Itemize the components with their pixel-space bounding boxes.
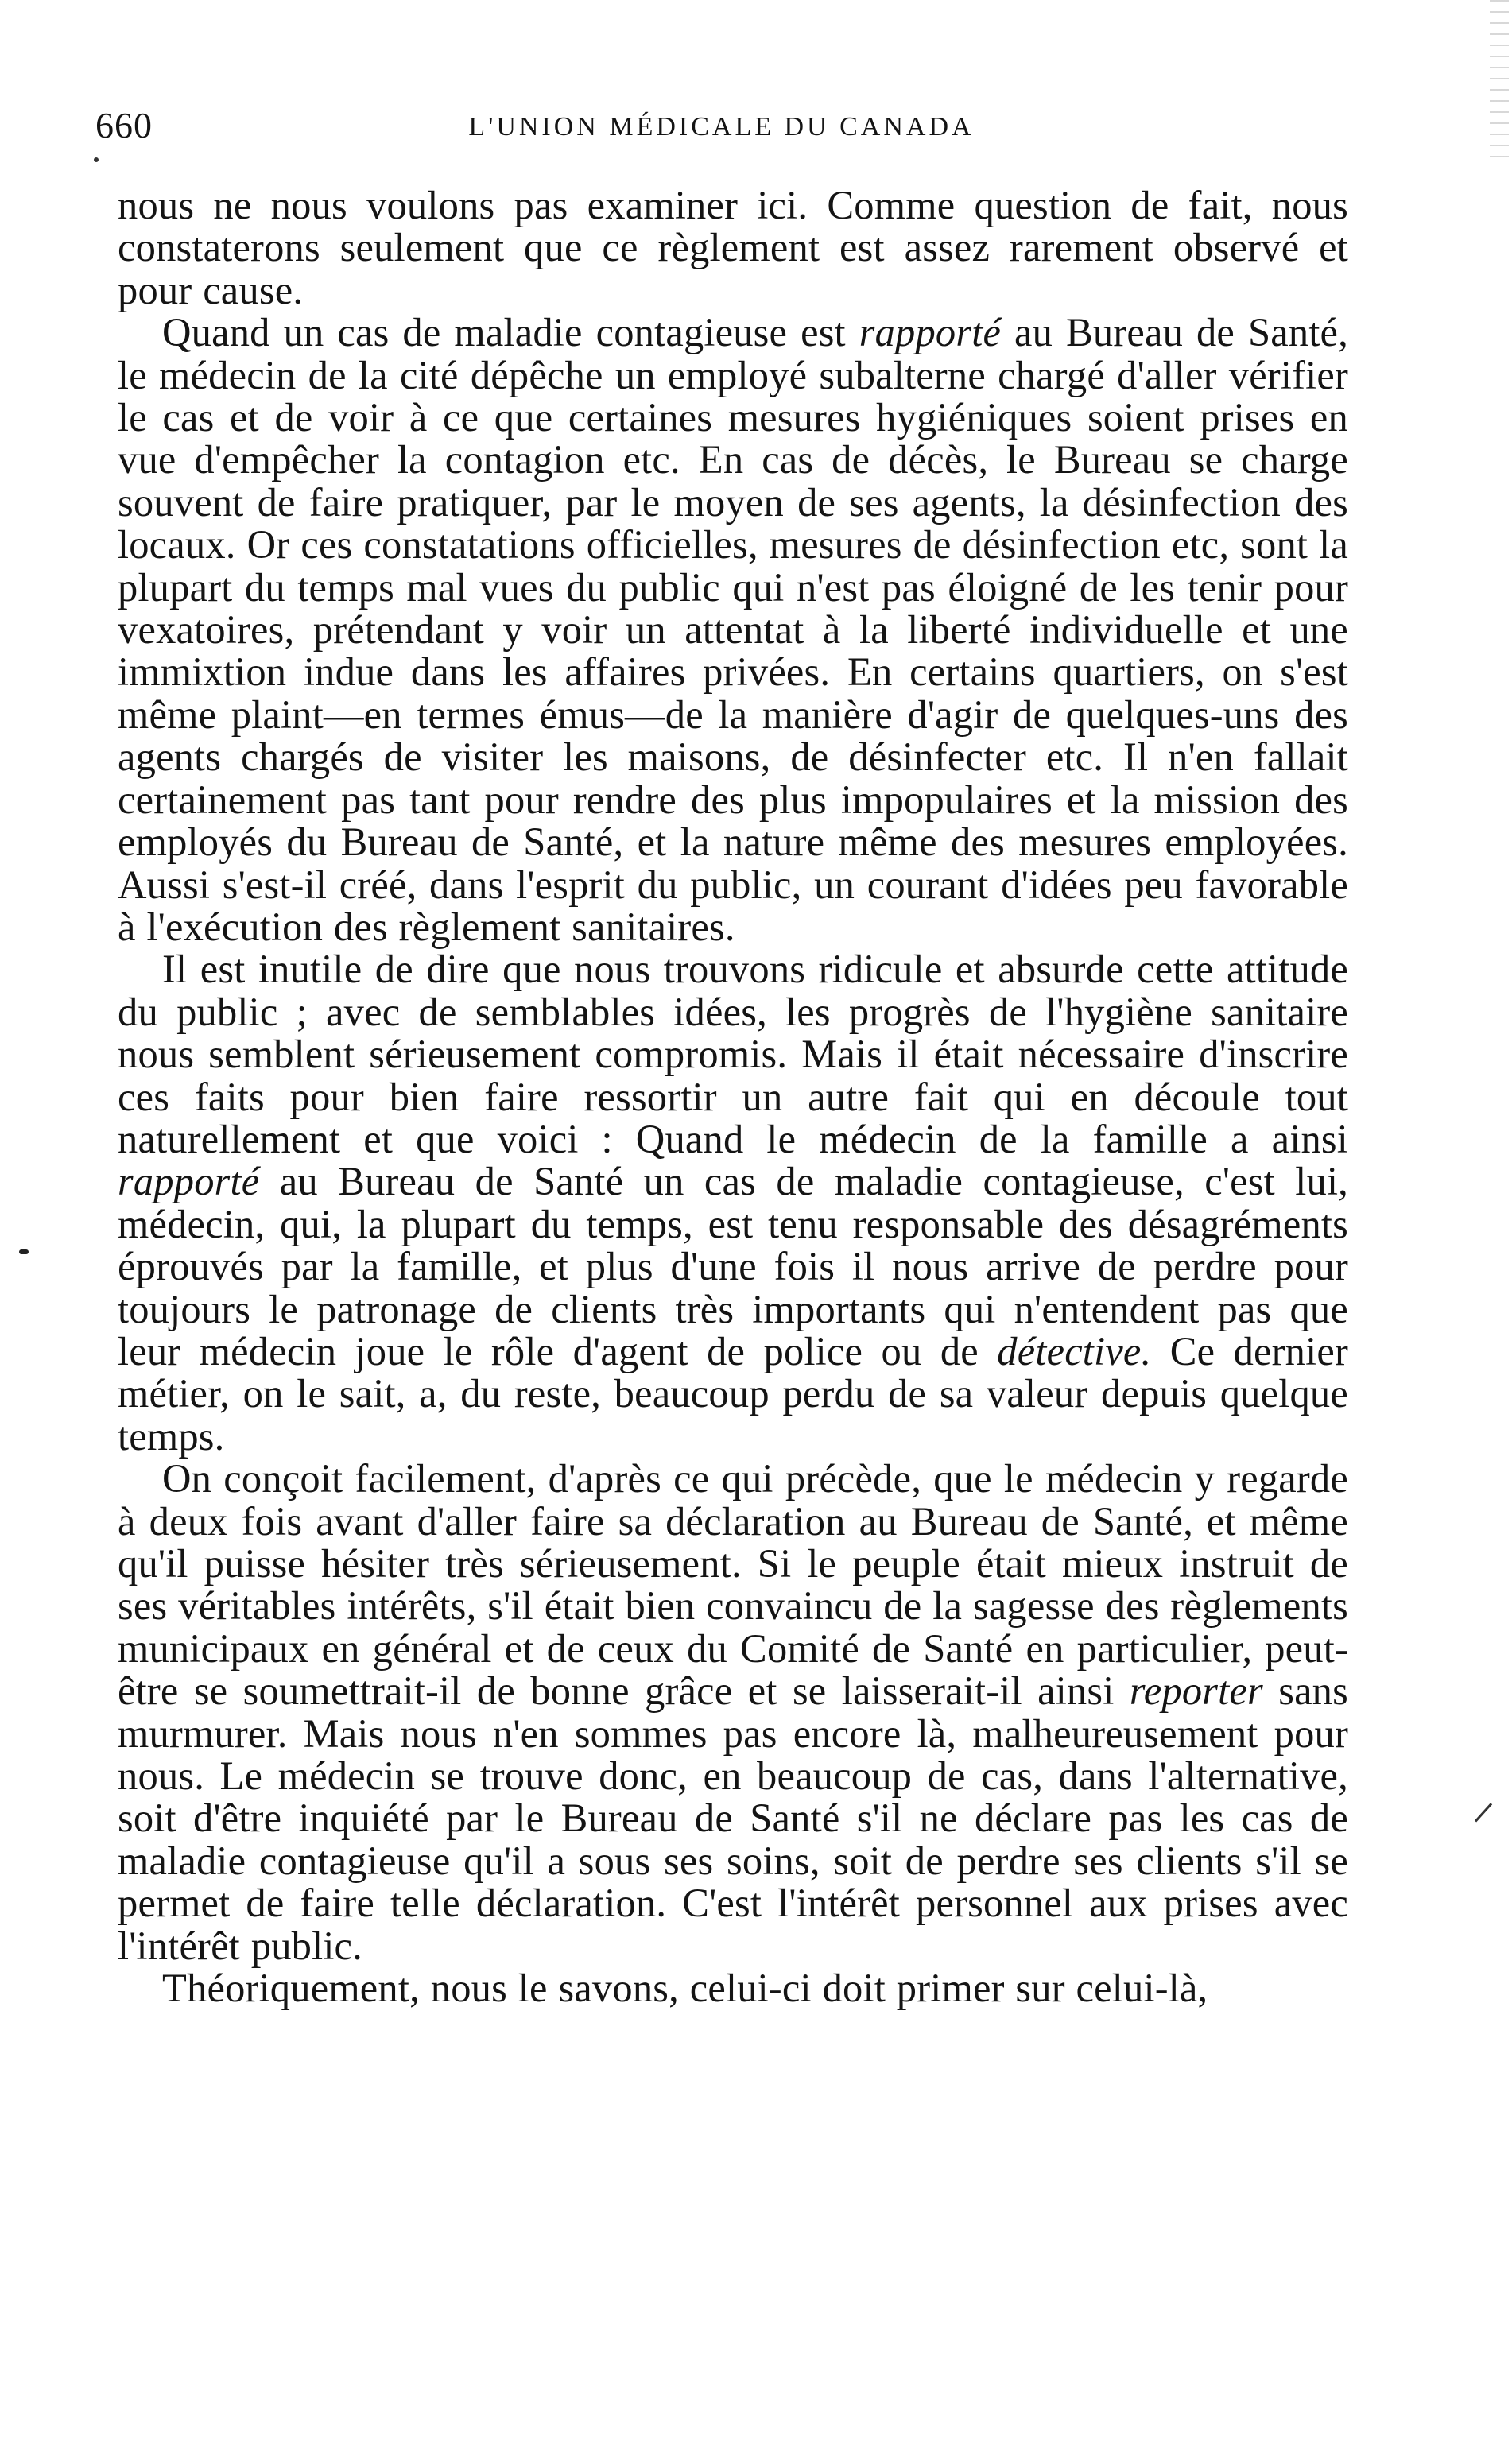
italic-detective: détective. (997, 1328, 1152, 1373)
margin-mark-stroke (1475, 1803, 1492, 1822)
paragraph-5-text: Théoriquement, nous le savons, celui-ci doit primer sur celui-là, (162, 1966, 1208, 2011)
paragraph-2-text-a: Quand un cas de maladie contagieuse est (162, 310, 859, 355)
body-text (118, 184, 1348, 2009)
paragraph-4-text-b: sans murmurer. Mais nous n'en sommes pas encore là, malheureusement pour nous. Le médecin se trouve donc, en beaucoup de cas, dans l'alternative, soit d'être inquiété par le Bureau de Santé s'il ne déclare pas les cas de maladie contagieuse qu'il a sous ses soins, soit de perdre ses clients s'il se permet de faire telle déclaration. C'est l'intérêt personnel aux prises avec l'intérêt public. (118, 1668, 1348, 1968)
paragraph-1-text: nous ne nous voulons pas examiner ici. Comme question de fait, nous constaterons seulement que ce règlement est assez rarement observé et pour cause. (118, 183, 1348, 312)
paragraph-2 (118, 312, 1348, 948)
page-edge-specks (1490, 0, 1509, 159)
paragraph-4-text-a: On conçoit facilement, d'après ce qui précède, que le médecin y regarde à deux fois avant d'aller faire sa déclaration au Bureau de Santé, et même qu'il puisse hésiter très sérieusement. Si le peuple était mieux instruit de ses véritables intérêts, s'il était bien convaincu de la sagesse des règlements municipaux en général et de ceux du Comité de Santé en particulier, peut-être se soumettrait-il de bonne grâce et se laisserait-il ainsi (118, 1456, 1348, 1714)
paragraph-3 (118, 948, 1348, 1458)
margin-mark-dot (19, 1249, 29, 1254)
stray-ink-dot (94, 157, 99, 162)
paragraph-2-text-b: au Bureau de Santé, le médecin de la cité dépêche un employé subalterne chargé d'aller vérifier le cas et de voir à ce que certaines mesures hygiéniques soient prises en vue d'empêcher la contagion etc. En cas de décès, le Bureau se charge souvent de faire pratiquer, par le moyen de ses agents, la désinfection des locaux. Or ces constatations officielles, mesures de désinfection etc, sont la plupart du temps mal vues du public qui n'est pas éloigné de les tenir pour vexatoires, prétendant y voir un attentat à la liberté individuelle et une immixtion indue dans les affaires privées. En certains quartiers, on s'est même plaint—en termes émus—de la manière d'agir de quelques-uns des agents chargés de visiter les maisons, de désinfecter etc. Il n'en fallait certainement pas tant pour rendre des plus impopulaires et la mission des employés du Bureau de Santé, et la nature même des mesures employées. Aussi s'est-il créé, dans l'esprit du public, un courant d'idées peu favorable à l'exécution des règlement sanitaires. (118, 310, 1348, 949)
paragraph-3-text-c: Ce dernier métier, on le sait, a, du reste, beaucoup perdu de sa valeur depuis quelque temps. (118, 1328, 1348, 1459)
journal-title: L'UNION MÉDICALE DU CANADA (468, 112, 975, 141)
paragraph-3-text-a: Il est inutile de dire que nous trouvons ridicule et absurde cette attitude du public ; avec de semblables idées, les progrès de l'hygiène sanitaire nous semblent sérieusement compromis. Mais il était nécessaire d'inscrire ces faits pour bien faire ressortir un autre fait qui en découle tout naturellement et que voici : Quand le médecin de la famille a ainsi (118, 947, 1348, 1161)
page-number: 660 (95, 105, 153, 145)
running-head (95, 102, 1347, 157)
paragraph-4 (118, 1458, 1348, 1967)
italic-rapporte-2: rapporté (118, 1159, 260, 1204)
italic-reporter: reporter (1129, 1668, 1263, 1714)
paragraph-1 (118, 184, 1348, 312)
italic-rapporte: rapporté (859, 310, 1002, 355)
paragraph-3-text-b: au Bureau de Santé un cas de maladie contagieuse, c'est lui, médecin, qui, la plupart du temps, est tenu responsable des désagréments éprouvés par la famille, et plus d'une fois il nous arrive de perdre pour toujours le patronage de clients très importants qui n'entendent pas que leur médecin joue le rôle d'agent de police ou de (118, 1159, 1348, 1373)
paragraph-5 (118, 1967, 1348, 2009)
